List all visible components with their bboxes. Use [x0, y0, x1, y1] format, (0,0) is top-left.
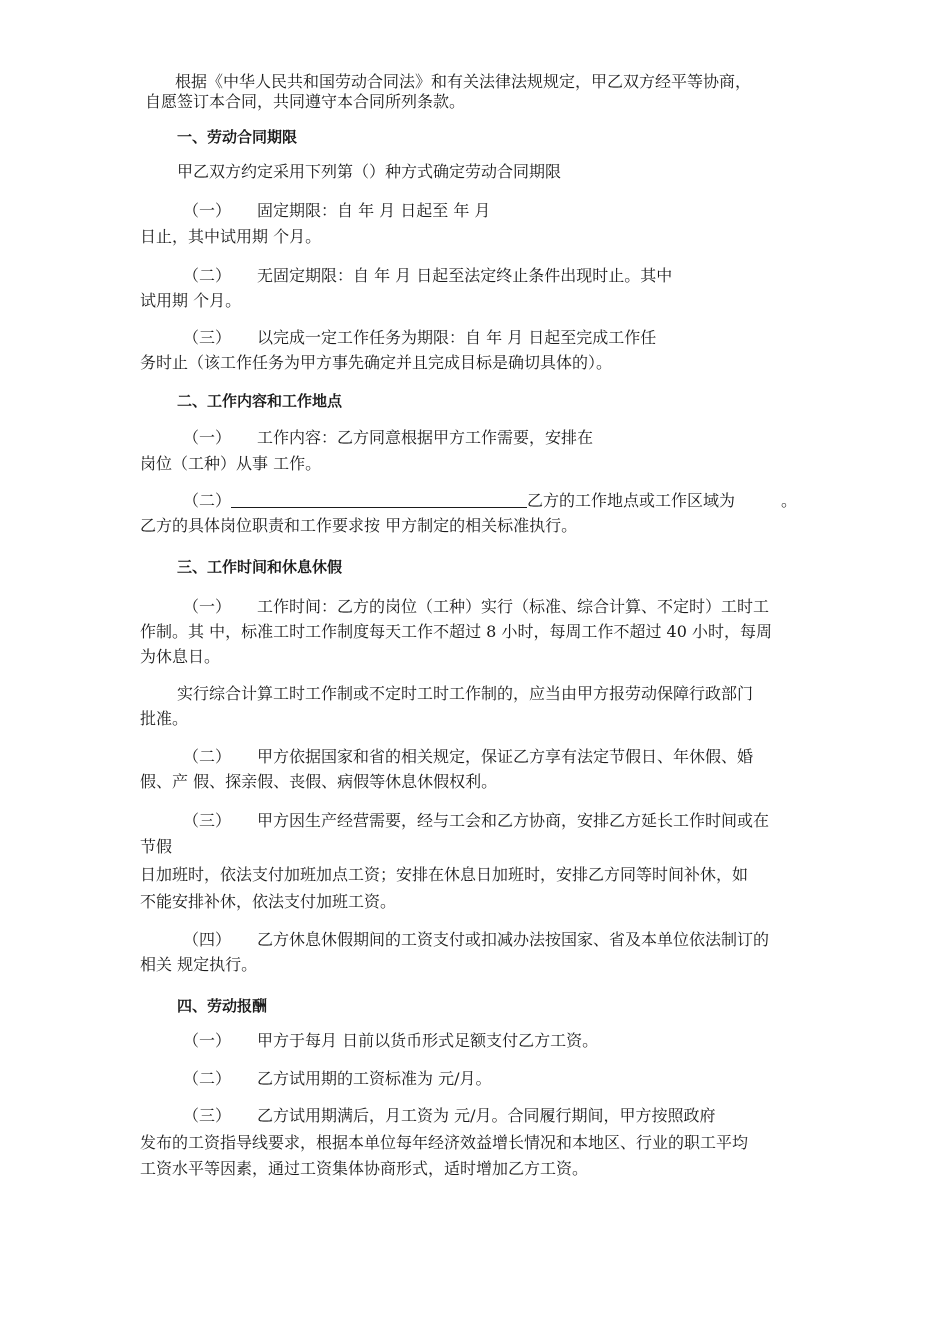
s2-item-2-line-1 [183, 490, 797, 512]
s1-item-2-line-1 [183, 265, 672, 287]
s3-item-3-line-4: 不能安排补休，依法支付加班工资。 [140, 892, 397, 911]
item-number: （三） [183, 328, 232, 347]
item-text: 乙方试用期的工资标准为 元/月。 [257, 1069, 492, 1088]
s3-para-line-2: 批准。 [140, 709, 189, 728]
item-text: 工作内容：乙方同意根据甲方工作需要，安排在 [257, 428, 594, 447]
item-text: 以完成一定工作任务为期限：自 年 月 日起至完成工作任 [257, 328, 657, 347]
s2-item-1-line-1 [183, 427, 593, 449]
s4-item-2-line-1 [183, 1068, 491, 1090]
section-1-lead: 甲乙双方约定采用下列第（）种方式确定劳动合同期限 [177, 162, 562, 181]
section-heading-3: 三、工作时间和休息休假 [177, 558, 343, 576]
item-number: （三） [183, 811, 232, 830]
s1-item-3-line-2: 务时止（该工作任务为甲方事先确定并且完成目标是确切具体的）。 [140, 353, 613, 372]
item-number: （一） [183, 597, 232, 616]
item-text: 甲方因生产经营需要，经与工会和乙方协商，安排乙方延长工作时间或在 [257, 811, 770, 830]
s3-item-4-line-1 [183, 929, 769, 951]
item-number: （一） [183, 201, 232, 220]
s3-item-3-line-3: 日加班时，依法支付加班加点工资；安排在休息日加班时，安排乙方同等时间补休，如 [140, 865, 749, 884]
s2-item-1-line-2: 岗位（工种）从事 工作。 [140, 454, 322, 473]
s3-item-2-line-1 [183, 746, 753, 768]
intro-line-1: 根据《中华人民共和国劳动合同法》和有关法律法规规定，甲乙双方经平等协商， [175, 72, 752, 91]
s3-item-4-line-2: 相关 规定执行。 [140, 955, 258, 974]
s4-item-3-line-2: 发布的工资指导线要求，根据本单位每年经济效益增长情况和本地区、行业的职工平均 [140, 1133, 749, 1152]
item-number: （二） [183, 1069, 232, 1088]
item-text: 乙方的工作地点或工作区域为 [527, 491, 736, 510]
s1-item-1-line-1 [183, 200, 490, 222]
s1-item-1-line-2: 日止，其中试用期 个月。 [140, 227, 322, 246]
s4-item-3-line-1 [183, 1105, 715, 1127]
item-number: （二） [183, 266, 232, 285]
item-text: 乙方休息休假期间的工资支付或扣减办法按国家、省及本单位依法制订的 [257, 930, 770, 949]
fill-in-blank [231, 491, 527, 508]
s2-item-2-line-2: 乙方的具体岗位职责和工作要求按 甲方制定的相关标准执行。 [140, 516, 578, 535]
item-period: 。 [781, 491, 798, 510]
section-heading-4: 四、劳动报酬 [177, 997, 268, 1015]
s4-item-1-line-1 [183, 1030, 598, 1052]
s1-item-3-line-1 [183, 327, 656, 349]
item-text: 甲方依据国家和省的相关规定，保证乙方享有法定节假日、年休假、婚 [257, 747, 754, 766]
item-number: （二） [183, 491, 232, 510]
item-number: （一） [183, 1031, 232, 1050]
s3-item-2-line-2: 假、产 假、探亲假、丧假、病假等休息休假权利。 [140, 772, 498, 791]
s3-item-3-line-2: 节假 [140, 837, 173, 856]
item-number: （一） [183, 428, 232, 447]
s1-item-2-line-2: 试用期 个月。 [140, 291, 242, 310]
item-number: （二） [183, 747, 232, 766]
item-text: 固定期限：自 年 月 日起至 年 月 [257, 201, 491, 220]
s3-para-line-1: 实行综合计算工时工作制或不定时工时工作制的，应当由甲方报劳动保障行政部门 [177, 684, 754, 703]
intro-line-2: 自愿签订本合同，共同遵守本合同所列条款。 [145, 92, 466, 111]
s3-item-1-line-1 [183, 596, 769, 618]
item-number: （四） [183, 930, 232, 949]
s3-item-1-line-3: 为休息日。 [140, 647, 221, 666]
item-text: 甲方于每月 日前以货币形式足额支付乙方工资。 [257, 1031, 599, 1050]
s3-item-3-line-1 [183, 810, 769, 832]
item-number: （三） [183, 1106, 232, 1125]
s3-item-1-line-2: 作制。其 中，标准工时工作制度每天工作不超过 8 小时，每周工作不超过 40 小时，每周 [140, 622, 772, 641]
section-heading-1: 一、劳动合同期限 [177, 128, 298, 146]
item-text: 工作时间：乙方的岗位（工种）实行（标准、综合计算、不定时）工时工 [257, 597, 770, 616]
section-heading-2: 二、工作内容和工作地点 [177, 392, 343, 410]
s4-item-3-line-3: 工资水平等因素，通过工资集体协商形式，适时增加乙方工资。 [140, 1159, 589, 1178]
item-text: 无固定期限：自 年 月 日起至法定终止条件出现时止。其中 [257, 266, 673, 285]
item-text: 乙方试用期满后，月工资为 元/月。合同履行期间，甲方按照政府 [257, 1106, 716, 1125]
